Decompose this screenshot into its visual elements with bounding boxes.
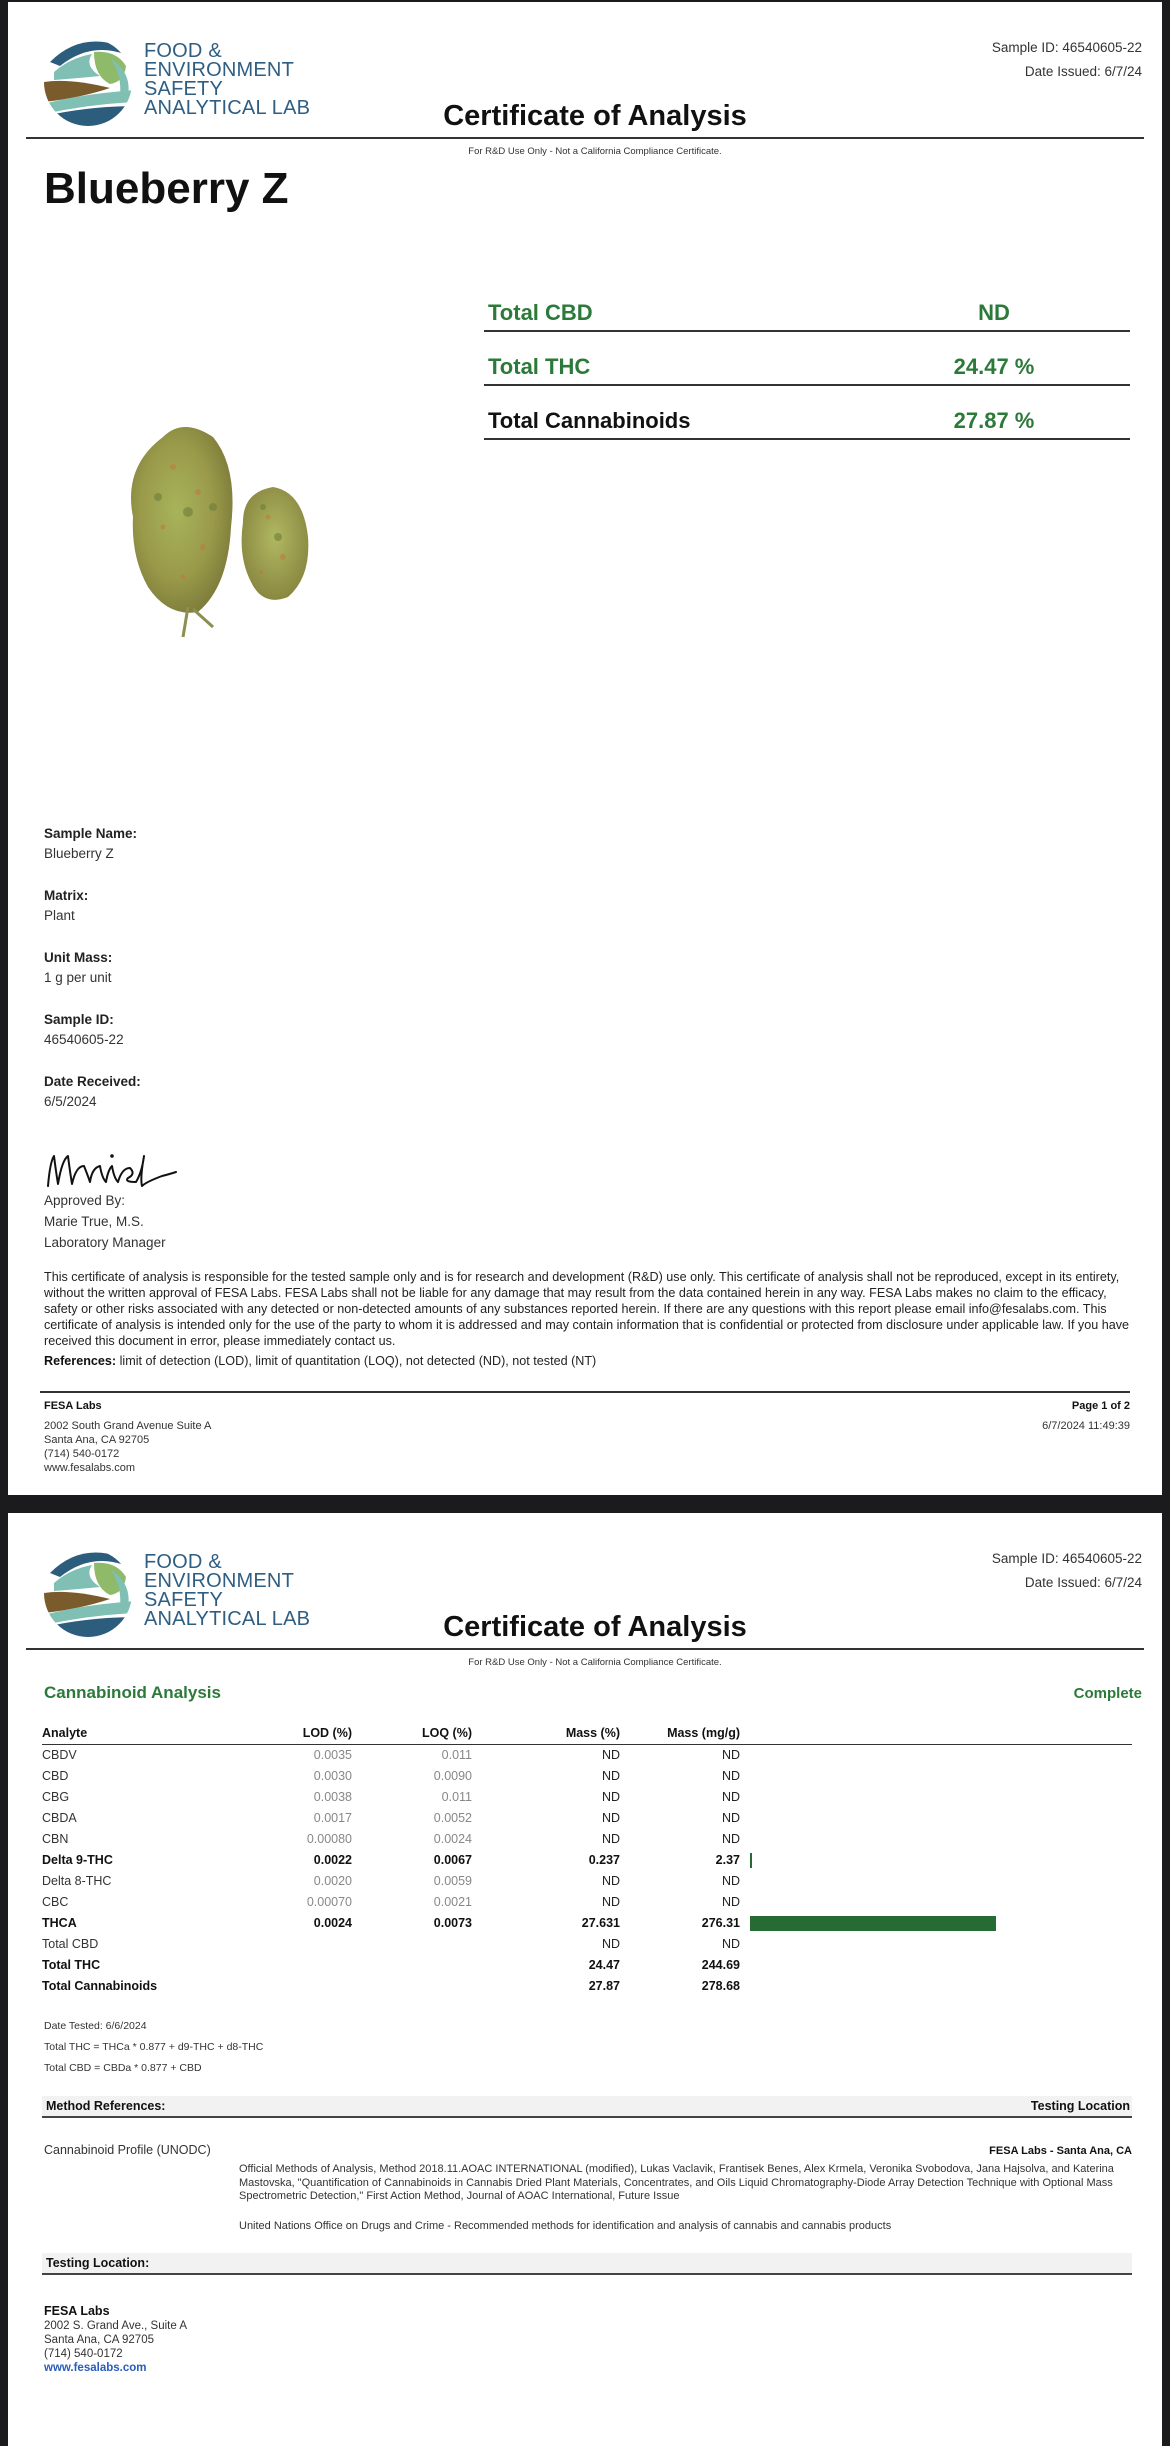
info-sample-id — [44, 1010, 141, 1050]
method-unodc-reference: United Nations Office on Drugs and Crime - Recommended methods for identification and analysis of cannabis and cannabis products — [239, 2220, 892, 2232]
section-title: Cannabinoid Analysis — [44, 1683, 221, 1702]
potency-summary — [484, 292, 1130, 440]
cell-analyte: CBD — [42, 1769, 69, 1783]
footer-timestamp: 6/7/2024 11:49:39 — [1042, 1420, 1130, 1432]
cell-mass-mgg: ND — [721, 1874, 740, 1888]
summary-label: Total Cannabinoids — [488, 408, 691, 433]
cell-analyte: CBDV — [42, 1748, 77, 1762]
cell-mass-pct: 27.87 — [588, 1979, 620, 1993]
summary-row-total-cannabinoids — [484, 386, 1130, 440]
cell-analyte: Total CBD — [42, 1937, 99, 1951]
status-badge: Complete — [1073, 1685, 1142, 1702]
cell-mass-mgg: ND — [721, 1790, 740, 1804]
table-row — [42, 1934, 1132, 1955]
logo-line: ANALYTICAL LAB — [144, 97, 311, 119]
info-label: Unit Mass: — [44, 950, 113, 965]
info-value: 6/5/2024 — [44, 1094, 97, 1109]
cell-lod: 0.00080 — [306, 1832, 352, 1846]
compliance-notice: For R&D Use Only - Not a California Compliance Certificate. — [468, 1657, 722, 1668]
cell-analyte: THCA — [42, 1916, 77, 1930]
method-references-label: Method References: — [46, 2099, 166, 2113]
references-text: limit of detection (LOD), limit of quantitation (LOQ), not detected (ND), not tested (NT) — [116, 1354, 597, 1368]
table-row — [42, 1745, 1132, 1766]
sample-id: Sample ID: 46540605-22 — [991, 40, 1142, 55]
cell-mass-mgg: ND — [721, 1895, 740, 1909]
footer-phone: (714) 540-0172 — [44, 1448, 120, 1460]
coa-page-2 — [8, 1513, 1162, 2446]
summary-label: Total CBD — [488, 300, 593, 325]
mass-bar — [750, 1916, 996, 1931]
cell-analyte: Delta 9-THC — [42, 1853, 113, 1867]
cell-analyte: Delta 8-THC — [42, 1874, 112, 1888]
compliance-notice: For R&D Use Only - Not a California Compliance Certificate. — [468, 146, 722, 157]
cell-loq: 0.0052 — [433, 1811, 472, 1825]
cell-analyte: CBDA — [42, 1811, 77, 1825]
cell-loq: 0.0067 — [433, 1853, 472, 1867]
page-number: Page 1 of 2 — [1071, 1400, 1130, 1412]
info-value: 46540605-22 — [44, 1032, 124, 1047]
cell-analyte: CBN — [42, 1832, 69, 1846]
approval-block — [44, 1190, 166, 1253]
cell-analyte: CBG — [42, 1790, 70, 1804]
location-address-line: 2002 S. Grand Ave., Suite A — [44, 2320, 187, 2332]
cell-loq: 0.0059 — [433, 1874, 472, 1888]
info-value: 1 g per unit — [44, 970, 112, 985]
cell-mass-pct: ND — [601, 1895, 620, 1909]
cell-loq: 0.0073 — [433, 1916, 472, 1930]
cell-mass-mgg: 2.37 — [715, 1853, 740, 1867]
table-body — [42, 1745, 1132, 1997]
signature — [44, 1142, 184, 1192]
cell-analyte: Total Cannabinoids — [42, 1979, 158, 1993]
date-issued: Date Issued: 6/7/24 — [1024, 1575, 1142, 1590]
info-label: Matrix: — [44, 888, 89, 903]
signature-icon — [44, 1142, 184, 1192]
cell-lod: 0.0038 — [313, 1790, 352, 1804]
cell-mass-pct: ND — [601, 1832, 620, 1846]
logo-line: ENVIRONMENT — [144, 1570, 294, 1592]
cannabis-bud-image — [103, 397, 343, 647]
cell-mass-mgg: ND — [721, 1769, 740, 1783]
logo-line: FOOD & — [144, 1551, 222, 1573]
summary-value: ND — [978, 300, 1010, 325]
cell-mass-pct: ND — [601, 1811, 620, 1825]
footer-address — [44, 1399, 211, 1475]
info-sample-name — [44, 824, 141, 864]
location-website-link[interactable]: www.fesalabs.com — [44, 2362, 147, 2374]
cell-mass-mgg: ND — [721, 1937, 740, 1951]
cell-mass-mgg: ND — [721, 1832, 740, 1846]
column-header: LOQ (%) — [422, 1726, 472, 1740]
logo-line: SAFETY — [144, 1589, 223, 1611]
approver-name: Marie True, M.S. — [44, 1214, 144, 1229]
summary-value: 24.47 % — [953, 354, 1035, 379]
cell-lod: 0.0024 — [313, 1916, 352, 1930]
table-row — [42, 1787, 1132, 1808]
analysis-notes — [44, 2016, 263, 2079]
cell-lod: 0.0022 — [313, 1853, 352, 1867]
summary-row-total-cbd — [484, 292, 1130, 332]
mass-bar — [750, 1853, 752, 1868]
method-references-header — [42, 2096, 1132, 2118]
table-row — [42, 1829, 1132, 1850]
cell-mass-mgg: 276.31 — [701, 1916, 740, 1930]
testing-location-header-label: Testing Location: — [46, 2256, 150, 2270]
references — [44, 1354, 596, 1368]
header-meta — [992, 36, 1142, 84]
cell-mass-mgg: ND — [721, 1811, 740, 1825]
cell-mass-mgg: 244.69 — [701, 1958, 740, 1972]
logo-line: ENVIRONMENT — [144, 59, 294, 81]
approved-by-label: Approved By: — [44, 1193, 126, 1208]
table-row — [42, 1913, 1132, 1934]
cell-mass-mgg: 278.68 — [701, 1979, 740, 1993]
sample-id: Sample ID: 46540605-22 — [991, 1551, 1142, 1566]
testing-location-address — [44, 2304, 187, 2375]
sample-info — [44, 824, 141, 1134]
column-header: LOD (%) — [302, 1726, 352, 1740]
disclaimer: This certificate of analysis is responsible for the tested sample only and is for research and development (R&D) use only. This certificate of analysis shall not be reproduced, except in its entirety, without the written approval of FESA Labs. FESA Labs shall not be liable for any damage that may result from the data contained herein in any way. FESA Labs makes no claim to the efficacy, safety or other risks associated with any detected or non-detected amounts of any substances reported herein. If there are any questions with this report please email info@fesalabs.com. This certificate of analysis is intended only for the use of the party to whom it is addressed and may contain information that is confidential or protected from disclosure under applicable law. If you have received this document in error, please immediately contact us. — [44, 1270, 1130, 1348]
location-address-line: Santa Ana, CA 92705 — [44, 2334, 154, 2346]
cell-loq: 0.011 — [441, 1790, 472, 1804]
footer-address-line: 2002 South Grand Avenue Suite A — [44, 1420, 212, 1432]
table-row — [42, 1766, 1132, 1787]
cell-mass-pct: 24.47 — [588, 1958, 620, 1972]
info-value: Blueberry Z — [44, 846, 114, 861]
testing-location-label: Testing Location — [1030, 2099, 1130, 2113]
footer-address-line: Santa Ana, CA 92705 — [44, 1434, 150, 1446]
info-label: Date Received: — [44, 1074, 141, 1089]
cell-lod: 0.0035 — [313, 1748, 352, 1762]
info-label: Sample Name: — [44, 826, 138, 841]
date-issued: Date Issued: 6/7/24 — [1024, 64, 1142, 79]
column-header: Mass (%) — [565, 1726, 620, 1740]
cell-mass-pct: ND — [601, 1874, 620, 1888]
cell-analyte: CBC — [42, 1895, 69, 1909]
summary-value: 27.87 % — [953, 408, 1035, 433]
method-description: Official Methods of Analysis, Method 2018.11.AOAC INTERNATIONAL (modified), Lukas Vaclavik, Frantisek Benes, Alex Krmela, Veronika Svobodova, Jana Hajsolva, and Katerina Mastovska, "Quantification of Cannabinoids in Cannabis Dried Plant Materials, Concentrates, and Oils Liquid Chromatography-Diode Array Detection Technique with Optional Mass Spectrometric Detection," First Action Method, Journal of AOAC International, Future Issue — [239, 2163, 1114, 2202]
method-location: FESA Labs - Santa Ana, CA — [989, 2145, 1132, 2157]
header-divider — [26, 1648, 1144, 1650]
cell-loq: 0.0021 — [433, 1895, 472, 1909]
info-value: Plant — [44, 908, 75, 923]
cell-mass-pct: 0.237 — [588, 1853, 620, 1867]
page-title: Certificate of Analysis — [443, 100, 747, 132]
total-cbd-formula: Total CBD = CBDa * 0.877 + CBD — [44, 2062, 202, 2074]
page-title: Certificate of Analysis — [443, 1611, 747, 1643]
testing-location-header — [42, 2253, 1132, 2275]
cell-lod: 0.0020 — [313, 1874, 352, 1888]
cell-analyte: Total THC — [42, 1958, 101, 1972]
table-row — [42, 1808, 1132, 1829]
table-row — [42, 1976, 1132, 1997]
footer-website[interactable]: www.fesalabs.com — [44, 1462, 136, 1474]
location-phone: (714) 540-0172 — [44, 2348, 123, 2360]
summary-row-total-thc — [484, 332, 1130, 386]
coa-page-1 — [8, 2, 1162, 1495]
cell-loq: 0.0090 — [433, 1769, 472, 1783]
column-header: Mass (mg/g) — [667, 1726, 740, 1740]
table-header — [42, 1723, 1132, 1745]
summary-label: Total THC — [488, 354, 591, 379]
footer-company: FESA Labs — [44, 1400, 102, 1412]
approver-title: Laboratory Manager — [44, 1235, 166, 1250]
info-unit-mass — [44, 948, 141, 988]
cell-lod: 0.00070 — [306, 1895, 352, 1909]
cell-mass-pct: 27.631 — [581, 1916, 620, 1930]
table-row — [42, 1955, 1132, 1976]
method-name: Cannabinoid Profile (UNODC) — [44, 2143, 211, 2157]
table-row — [42, 1850, 1132, 1871]
logo-line: SAFETY — [144, 78, 223, 100]
location-company: FESA Labs — [44, 2304, 110, 2318]
cell-lod: 0.0017 — [313, 1811, 352, 1825]
table-row — [42, 1892, 1132, 1913]
cell-lod: 0.0030 — [313, 1769, 352, 1783]
logo-line: FOOD & — [144, 40, 222, 62]
cell-mass-mgg: ND — [721, 1748, 740, 1762]
product-image — [103, 397, 343, 647]
cell-mass-pct: ND — [601, 1769, 620, 1783]
column-header: Analyte — [42, 1726, 88, 1740]
cell-mass-pct: ND — [601, 1748, 620, 1762]
table-row — [42, 1871, 1132, 1892]
cell-loq: 0.011 — [441, 1748, 472, 1762]
cannabinoid-table — [42, 1723, 1132, 1997]
date-tested: Date Tested: 6/6/2024 — [44, 2020, 147, 2032]
logo-line: ANALYTICAL LAB — [144, 1608, 311, 1630]
cell-mass-pct: ND — [601, 1937, 620, 1951]
product-name: Blueberry Z — [44, 164, 289, 213]
footer-divider — [40, 1391, 1130, 1393]
header-meta — [992, 1547, 1142, 1595]
cell-loq: 0.0024 — [433, 1832, 472, 1846]
info-label: Sample ID: — [44, 1012, 114, 1027]
info-date-received — [44, 1072, 141, 1112]
info-matrix — [44, 886, 141, 926]
header-divider — [26, 137, 1144, 139]
cell-mass-pct: ND — [601, 1790, 620, 1804]
total-thc-formula: Total THC = THCa * 0.877 + d9-THC + d8-THC — [44, 2041, 264, 2053]
references-label: References: — [44, 1354, 117, 1368]
footer-page-info — [1042, 1399, 1130, 1433]
